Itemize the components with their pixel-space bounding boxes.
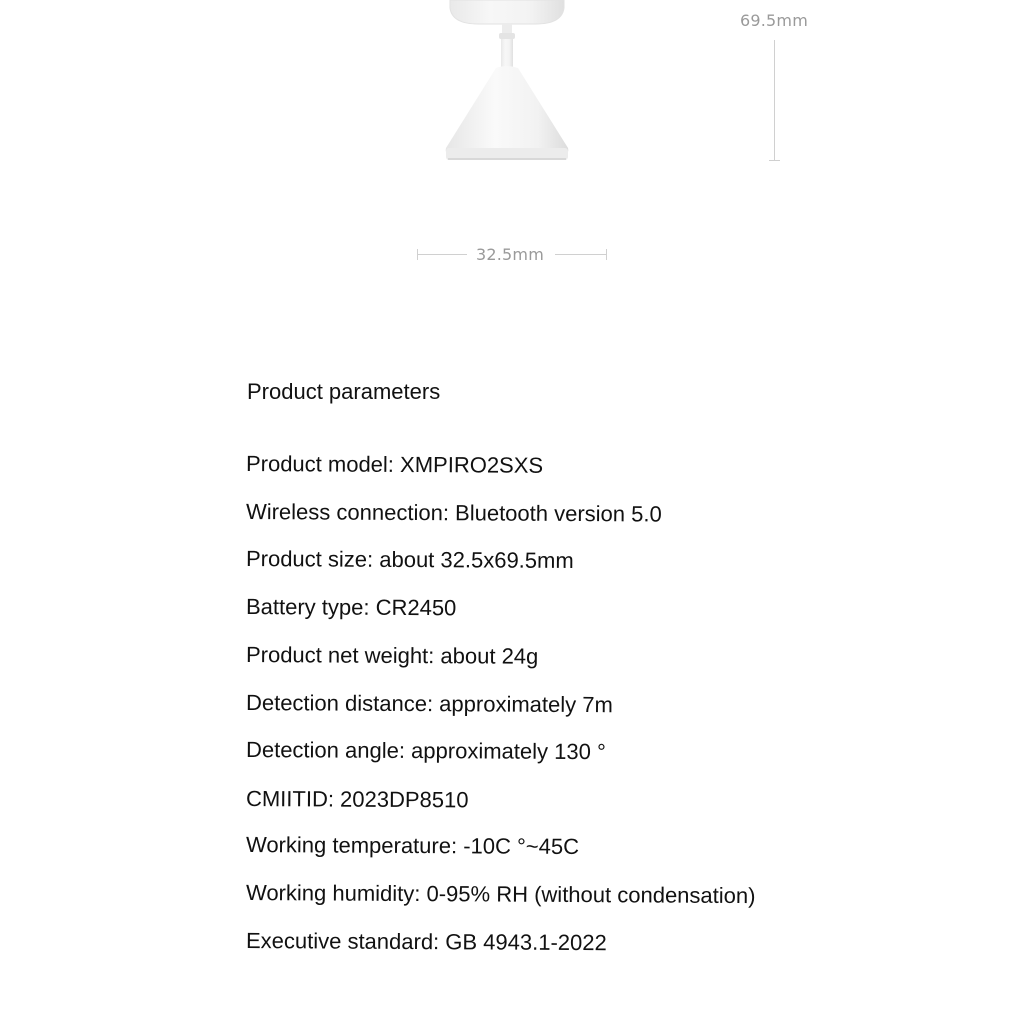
param-working-temperature: Working temperature: -10C °~45C <box>245 832 580 860</box>
height-dimension-label: 69.5mm <box>740 11 808 30</box>
param-working-humidity: Working humidity: 0-95% RH (without condensation) <box>245 880 756 909</box>
param-detection-distance: Detection distance: approximately 7m <box>245 690 613 718</box>
product-parameters-title: Product parameters <box>247 379 441 404</box>
height-dimension-tick <box>769 160 780 161</box>
param-battery-type: Battery type: CR2450 <box>245 594 457 621</box>
param-cmiitid: CMIITID: 2023DP8510 <box>245 786 469 813</box>
height-dimension-line <box>774 40 775 160</box>
width-dimension-line-right <box>555 254 607 255</box>
param-product-size: Product size: about 32.5x69.5mm <box>245 546 574 574</box>
param-product-model: Product model: XMPIRO2SXS <box>245 451 544 478</box>
motion-sensor-image <box>438 0 578 165</box>
width-dimension-tick-left <box>417 249 418 260</box>
param-net-weight: Product net weight: about 24g <box>245 642 539 669</box>
param-executive-standard: Executive standard: GB 4943.1-2022 <box>245 928 607 956</box>
param-wireless-connection: Wireless connection: Bluetooth version 5.0 <box>245 499 662 527</box>
width-dimension-tick-right <box>606 249 607 260</box>
width-dimension-line-left <box>417 254 467 255</box>
param-detection-angle: Detection angle: approximately 130 ° <box>245 737 606 765</box>
width-dimension-label: 32.5mm <box>476 245 544 264</box>
